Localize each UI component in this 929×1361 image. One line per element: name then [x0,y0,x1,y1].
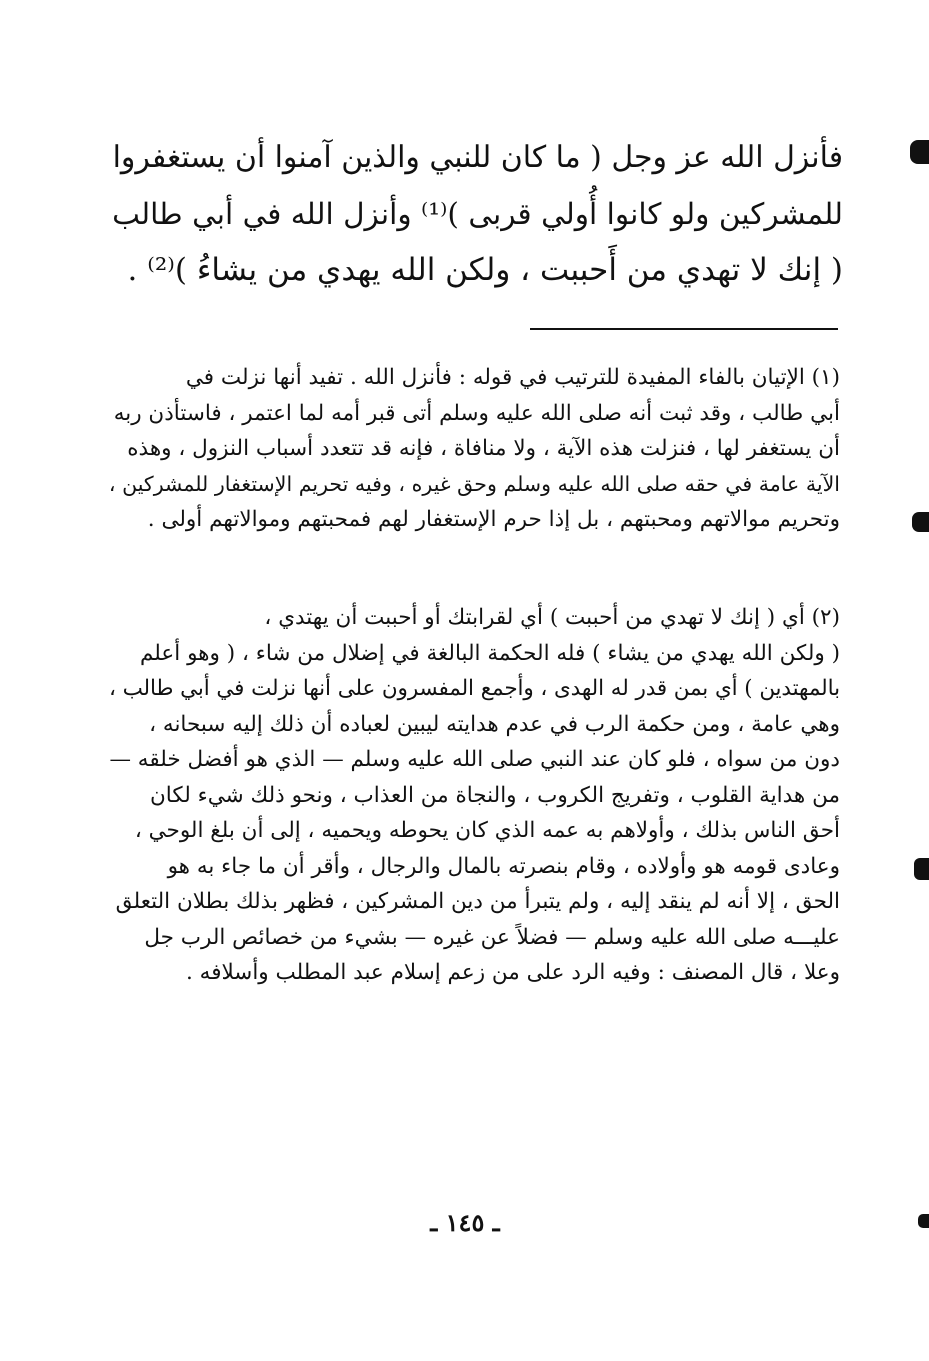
footnote-line: (٢) أي ( إنك لا تهدي من أحببت ) أي لقرابتك أو أحببت أن يهتدي ، [264,605,840,630]
footnote-line: أن يستغفر لها ، فنزلت هذه الآية ، ولا منافاة ، فإنه قد تتعدد أسباب النزول ، وهذه [127,436,840,461]
main-text [108,130,843,298]
page-number: ـ ١٤٥ ـ [430,1208,500,1237]
main-text-line: فأنزل الله عز وجل ( ما كان للنبي والذين آمنوا أن يستغفروا [112,140,843,175]
scan-edge-mark [912,512,929,532]
footnote-line: الحق ، إلا أنه لم ينقد إليه ، ولم يتبرأ من دين المشركين ، فظهر بذلك بطلان التعلق [115,889,840,914]
main-text-line: ( إنك لا تهدي من أَحببت ، ولكن الله يهدي من يشاءُ )⁽²⁾ . [127,252,843,288]
scan-edge-mark [914,858,929,880]
footnote-line: وهي عامة ، ومن حكمة الرب في عدم هدايته ليبين لعباده أن ذلك إليه سبحانه ، [149,711,840,737]
footnote-line: دون من سواه ، فلو كان عند النبي صلى الله عليه وسلم — الذي هو أفضل خلقه — [109,747,840,772]
footnote-line: بالمهتدين ) أي بمن قدر له الهدى ، وأجمع المفسرون على أنها نزلت في أبي طالب ، [108,676,840,701]
main-text-line: للمشركين ولو كانوا أُولي قربى )⁽¹⁾ وأنزل الله في أبي طالب [112,197,843,231]
footnote-line: وعلا ، قال المصنف : وفيه الرد على من زعم إسلام عبد المطلب وأسلافه . [186,960,840,985]
scan-edge-mark [910,140,929,164]
footnote-line: عليـــه صلى الله عليه وسلم — فضلاً عن غيره — بشيء من خصائص الرب جل [144,924,840,950]
footnote-line: أبي طالب ، وقد ثبت أنه صلى الله عليه وسلم أتى قبر أمه لما اعتمر ، فاستأذن ربه [113,400,840,426]
footnote-2 [105,600,840,991]
footnote-line: ( ولكن الله يهدي من يشاء ) فله الحكمة البالغة في إضلال من شاء ، ( وهو أعلم [140,640,840,666]
footnote-line: وعادى قومه هو وأولاده ، وقام بنصرته بالمال والرجال ، وأقر أن ما جاء به هو [167,853,840,879]
footnote-line: من هداية القلوب ، وتفريج الكروب ، والنجاة من العذاب ، ونحو ذلك شيء لكان [150,782,840,808]
footnote-line: وتحريم موالاتهم ومحبتهم ، بل إذا حرم الإستغفار لهم فمحبتهم وموالاتهم أولى . [147,507,840,532]
footnote-line: الآية عامة في حقه صلى الله عليه وسلم وحق غيره ، وفيه تحريم الإستغفار للمشركين ، [108,471,840,496]
footnote-line: (١) الإتيان بالفاء المفيدة للترتيب في قوله : فأنزل الله . تفيد أنها نزلت في [185,365,840,390]
scan-edge-mark [918,1214,929,1228]
footnote-line: أحق الناس بذلك ، وأولاهم به عمه الذي كان يحوطه ويحميه ، إلى أن بلغ الوحي ، [134,818,840,843]
footnote-1 [105,360,840,538]
footnote-separator [530,328,838,330]
